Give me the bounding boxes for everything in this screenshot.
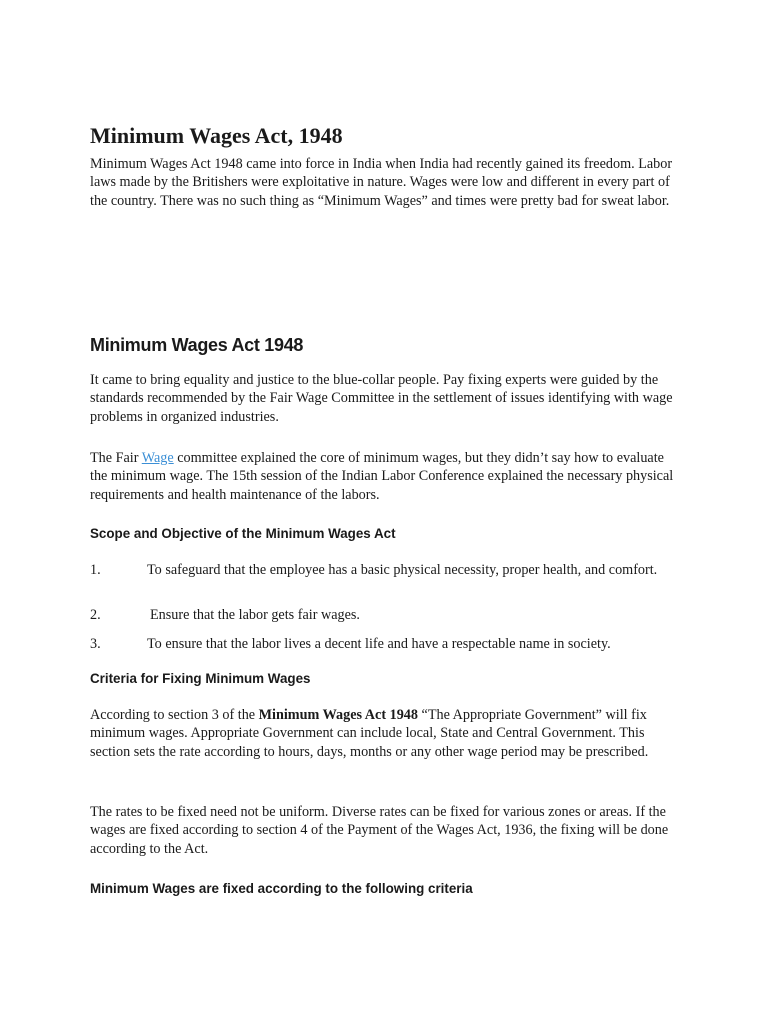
list-text: To safeguard that the employee has a basic physical necessity, proper health, and comfort. <box>147 562 658 578</box>
wage-link[interactable]: Wage <box>141 450 174 466</box>
list-number: 3. <box>90 636 101 652</box>
intro-paragraph: Minimum Wages Act 1948 came into force in India when India had recently gained its freedom. Labor laws made by the Britishers were exploitative in nature. Wages were low and different in every part of the country. There was no such thing as “Minimum Wages” and times were pretty bad for sweat labor. <box>90 156 673 209</box>
fair-wage-text-before: The Fair <box>90 450 142 466</box>
fair-wage-paragraph <box>90 449 675 504</box>
scope-heading: Scope and Objective of the Minimum Wages Act <box>90 526 396 541</box>
list-number: 2. <box>90 607 101 623</box>
list-text: To ensure that the labor lives a decent life and have a respectable name in society. <box>147 636 611 652</box>
list-item <box>90 606 675 624</box>
section-heading: Minimum Wages Act 1948 <box>90 335 304 355</box>
section-3-text-before: According to section 3 of the <box>90 707 259 723</box>
section-3-text-after: “The Appropriate Government” will fix minimum wages. Appropriate Government can include local, State and Central Government. This section sets the rate according to hours, days, months or any other wage period may be prescribed. <box>90 707 649 760</box>
rates-paragraph: The rates to be fixed need not be uniform. Diverse rates can be fixed for various zones or areas. If the wages are fixed according to section 4 of the Payment of the Wages Act, 1936, the fixing will be done according to the Act. <box>90 804 669 857</box>
list-item <box>90 561 675 579</box>
list-number: 1. <box>90 562 101 578</box>
list-item <box>90 635 675 653</box>
criteria-list-heading: Minimum Wages are fixed according to the following criteria <box>90 881 473 896</box>
equality-paragraph: It came to bring equality and justice to the blue-collar people. Pay fixing experts were guided by the standards recommended by the Fair Wage Committee in the settlement of issues identifying with wage problems in organized industries. <box>90 372 673 425</box>
document-title: Minimum Wages Act, 1948 <box>90 123 343 148</box>
section-3-paragraph <box>90 706 675 761</box>
act-name-bold: Minimum Wages Act 1948 <box>258 707 418 723</box>
criteria-heading: Criteria for Fixing Minimum Wages <box>90 671 311 686</box>
fair-wage-text-after: committee explained the core of minimum wages, but they didn’t say how to evaluate the minimum wage. The 15th session of the Indian Labor Conference explained the necessary physical requirements and health maintenance of the labors. <box>90 450 674 503</box>
list-text: Ensure that the labor gets fair wages. <box>150 607 360 623</box>
